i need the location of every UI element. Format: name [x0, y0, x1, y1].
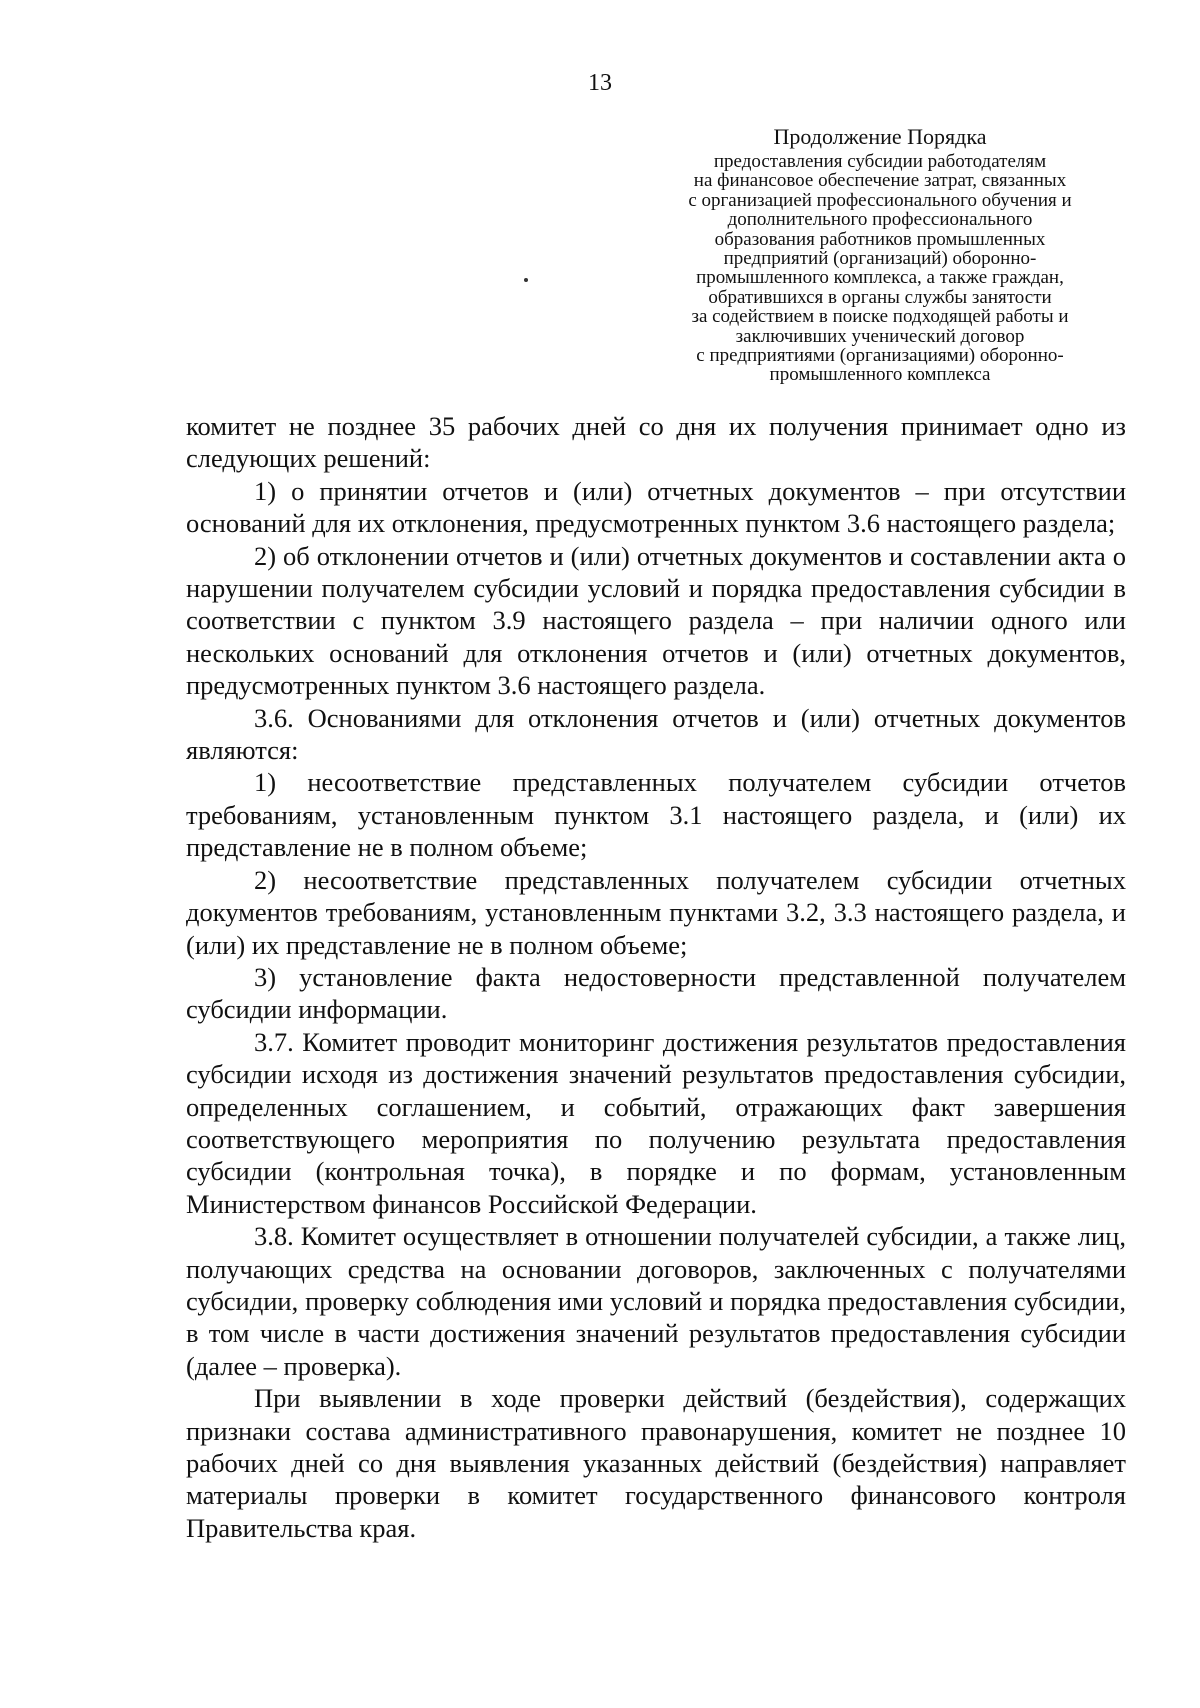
paragraph: 3) установление факта недостоверности представленной получателем субсидии информации. [186, 961, 1126, 1025]
paragraph: 2) об отклонении отчетов и (или) отчетных документов и составлении акта о нарушении получателем субсидии условий и порядка предоставления субсидии в соответствии с пунктом 3.9 настоящего раздела – при наличии одного или нескольких оснований для отклонения отчетов и (или) отчетных документов, предусмотренных пунктом 3.6 настоящего раздела. [186, 540, 1126, 701]
paragraph: 3.7. Комитет проводит мониторинг достижения результатов предоставления субсидии исходя из достижения значений результатов предоставления субсидии, определенных соглашением, и событий, отражающих факт завершения соответствующего мероприятия по получению результата предоставления субсидии (контрольная точка), в порядке и по формам, установленным Министерством финансов Российской Федерации. [186, 1026, 1126, 1219]
paragraph: 3.6. Основаниями для отклонения отчетов и (или) отчетных документов являются: [186, 702, 1126, 766]
header-line: образования работников промышленных [714, 228, 1046, 250]
paragraph: 3.8. Комитет осуществляет в отношении получателей субсидии, а также лиц, получающих средства на основании договоров, заключенных с получателями субсидии, проверку соблюдения ими условий и порядка предоставления субсидии, в том числе в части достижения значений результатов предоставления субсидии (далее – проверка). [186, 1221, 1126, 1381]
paragraph: 2) несоответствие представленных получателем субсидии отчетных документов требованиям, установленным пунктами 3.2, 3.3 настоящего раздела, и (или) их представление не в полном объеме; [186, 864, 1126, 960]
header-line: за содействием в поиске подходящей работы и [691, 306, 1069, 328]
header-line: заключивших ученический договор [735, 325, 1025, 347]
header-line: предприятий (организаций) оборонно- [723, 248, 1037, 270]
paragraph: При выявлении в ходе проверки действий (бездействия), содержащих признаки состава административного правонарушения, комитет не позднее 10 рабочих дней со дня выявления указанных действий (бездействия) направляет материалы проверки в комитет государственного финансового контроля Правительства края. [186, 1383, 1126, 1543]
header-line: промышленного комплекса [769, 364, 991, 386]
header-line: предоставления субсидии работодателям [713, 151, 1047, 172]
header-line: дополнительного профессионального [727, 209, 1033, 231]
header-title: Продолжение Порядка [773, 124, 987, 149]
header-block [620, 124, 1140, 385]
paragraph: 1) о принятии отчетов и (или) отчетных документов – при отсутствии оснований для их отклонения, предусмотренных пунктом 3.6 настоящего раздела; [186, 475, 1126, 539]
document-body [186, 410, 1126, 1544]
paragraph: 1) несоответствие представленных получателем субсидии отчетов требованиям, установленным пунктом 3.1 настоящего раздела, и (или) их представление не в полном объеме; [186, 767, 1126, 863]
header-line: обратившихся в органы службы занятости [708, 286, 1052, 308]
header-lines [620, 152, 1140, 385]
header-line: с организацией профессионального обучения и [688, 189, 1072, 211]
scan-speck [524, 278, 528, 282]
header-line: промышленного комплекса, а также граждан, [696, 267, 1064, 289]
paragraph: комитет не позднее 35 рабочих дней со дня их получения принимает одно из следующих решений: [186, 411, 1126, 474]
page-number: 13 [588, 70, 612, 96]
header-line: на финансовое обеспечение затрат, связанных [693, 170, 1067, 192]
header-line: с предприятиями (организациями) оборонно- [696, 345, 1064, 367]
